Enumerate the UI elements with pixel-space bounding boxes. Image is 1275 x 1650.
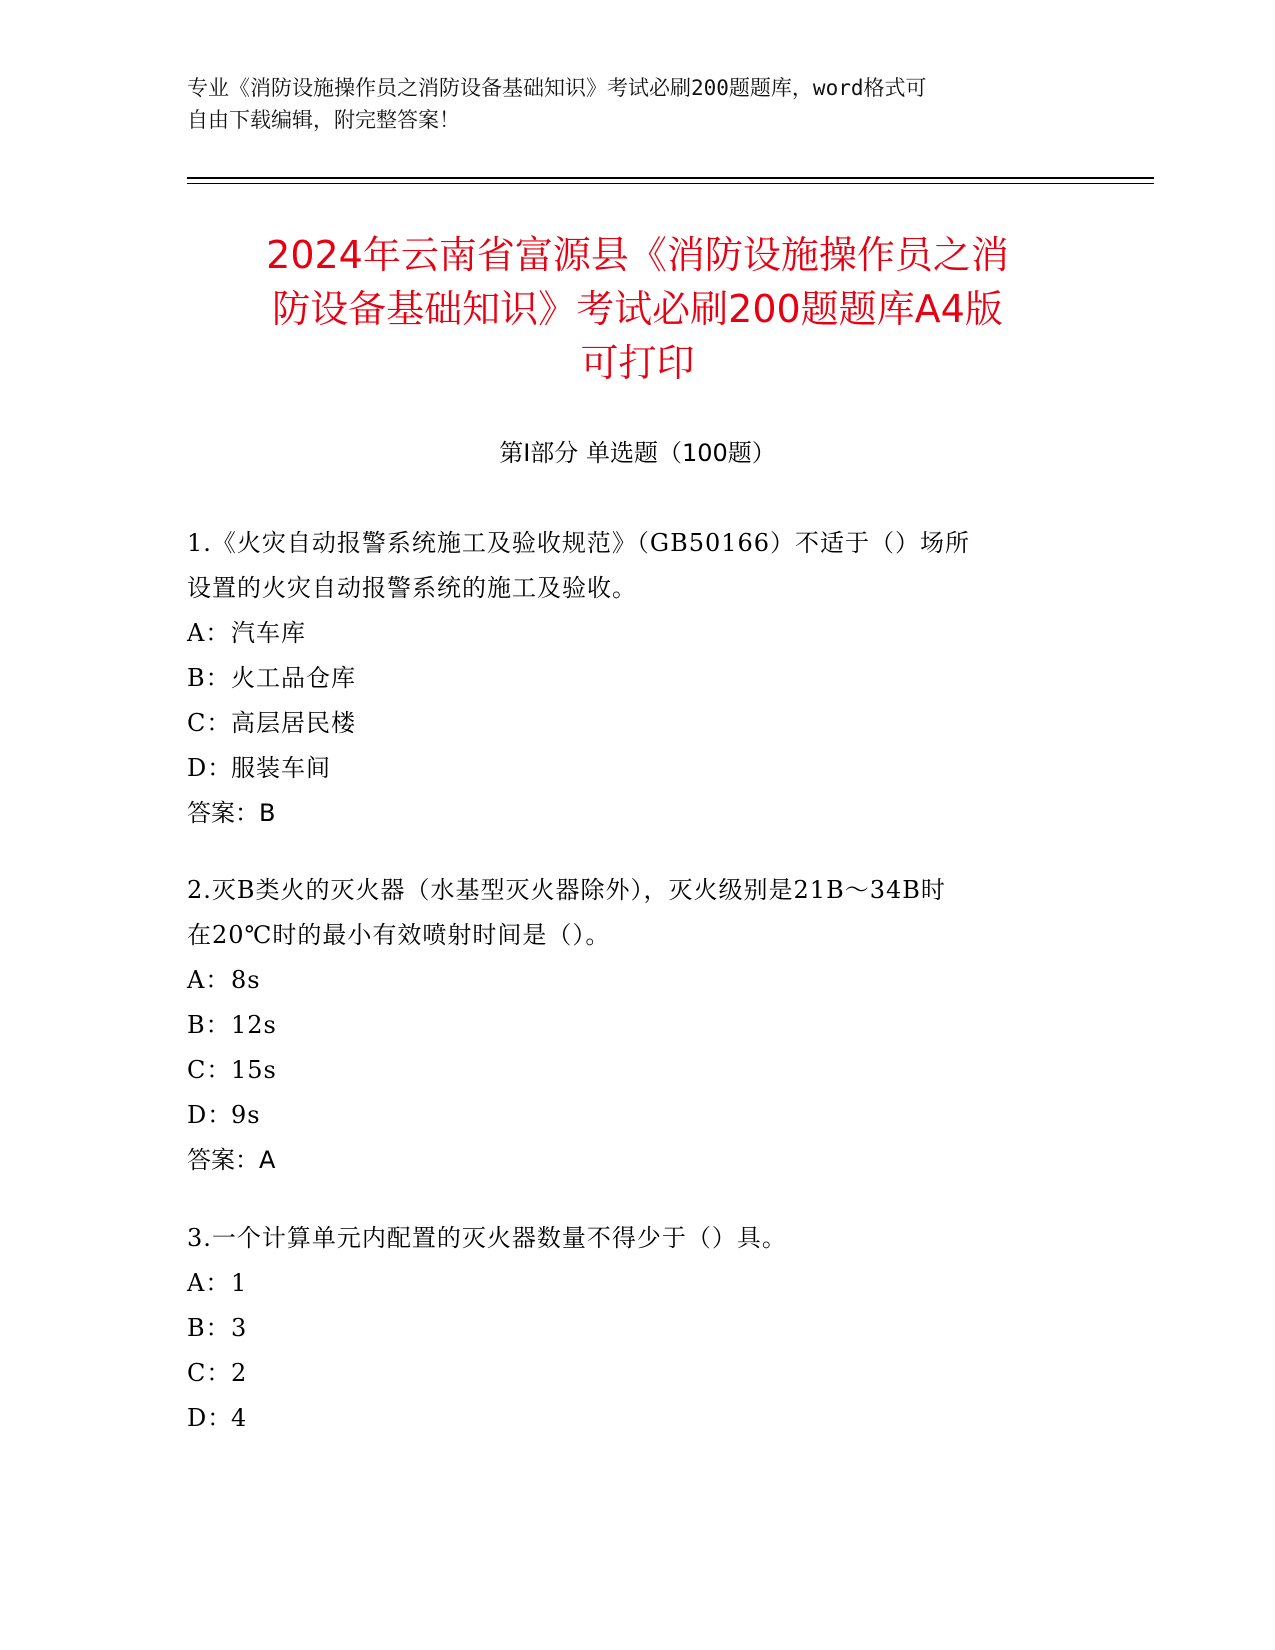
option-letter: D： xyxy=(187,754,233,782)
option-d xyxy=(187,1093,1087,1138)
option-letter: A： xyxy=(187,1269,231,1297)
question-1 xyxy=(187,521,1087,836)
option-letter: B： xyxy=(187,1314,231,1342)
option-a xyxy=(187,1261,1087,1306)
option-text: 2 xyxy=(231,1359,248,1387)
option-a xyxy=(187,611,1087,656)
option-text: 8s xyxy=(231,966,261,994)
question-stem-line: 在20℃时的最小有效喷射时间是（）。 xyxy=(187,921,611,949)
question-stem xyxy=(187,868,1087,958)
option-text: 服装车间 xyxy=(231,754,331,782)
option-letter: D： xyxy=(187,1404,233,1432)
document-title-line-1: 2024年云南省富源县《消防设施操作员之消 xyxy=(266,233,1009,277)
document-title-line-2: 防设备基础知识》考试必刷200题题库A4版 xyxy=(272,287,1003,331)
option-text: 4 xyxy=(231,1404,248,1432)
option-c xyxy=(187,1048,1087,1093)
document-title-line-3: 可打印 xyxy=(580,341,695,385)
option-text: 9s xyxy=(231,1101,261,1129)
option-b xyxy=(187,1003,1087,1048)
option-d xyxy=(187,746,1087,791)
option-letter: C： xyxy=(187,709,232,737)
option-b xyxy=(187,1306,1087,1351)
option-text: 12s xyxy=(231,1011,277,1039)
option-letter: A： xyxy=(187,619,231,647)
header-note-line-2: 自由下载编辑，附完整答案！ xyxy=(187,108,460,132)
option-letter: D： xyxy=(187,1101,233,1129)
header-rule-thin xyxy=(187,183,1154,184)
header-rule-thick xyxy=(187,177,1154,179)
document-title xyxy=(150,228,1125,390)
answer: 答案：B xyxy=(187,799,276,827)
question-stem-line: 1.《火灾自动报警系统施工及验收规范》（GB50166）不适于（）场所 xyxy=(187,529,971,557)
option-a xyxy=(187,958,1087,1003)
option-letter: B： xyxy=(187,1011,231,1039)
option-text: 汽车库 xyxy=(231,619,306,647)
option-text: 15s xyxy=(231,1056,277,1084)
option-text: 1 xyxy=(231,1269,248,1297)
question-3 xyxy=(187,1216,1087,1441)
header-note xyxy=(187,72,1087,136)
option-b xyxy=(187,656,1087,701)
option-text: 高层居民楼 xyxy=(231,709,356,737)
question-stem-line: 设置的火灾自动报警系统的施工及验收。 xyxy=(187,574,637,602)
answer: 答案：A xyxy=(187,1146,276,1174)
section-title: 第Ⅰ部分 单选题（100题） xyxy=(499,439,776,467)
header-note-line-1: 专业《消防设施操作员之消防设备基础知识》考试必刷200题题库，word格式可 xyxy=(187,76,927,100)
option-c xyxy=(187,701,1087,746)
option-text: 3 xyxy=(231,1314,248,1342)
option-letter: C： xyxy=(187,1056,232,1084)
option-letter: A： xyxy=(187,966,231,994)
question-stem-line: 2.灭B类火的灭火器（水基型灭火器除外），灭火级别是21B～34B时 xyxy=(187,876,946,904)
option-text: 火工品仓库 xyxy=(231,664,356,692)
question-stem xyxy=(187,1216,1087,1261)
option-d xyxy=(187,1396,1087,1441)
question-stem-line: 3.一个计算单元内配置的灭火器数量不得少于（）具。 xyxy=(187,1224,787,1252)
question-stem xyxy=(187,521,1087,611)
option-letter: B： xyxy=(187,664,231,692)
option-c xyxy=(187,1351,1087,1396)
option-letter: C： xyxy=(187,1359,232,1387)
question-2 xyxy=(187,868,1087,1183)
